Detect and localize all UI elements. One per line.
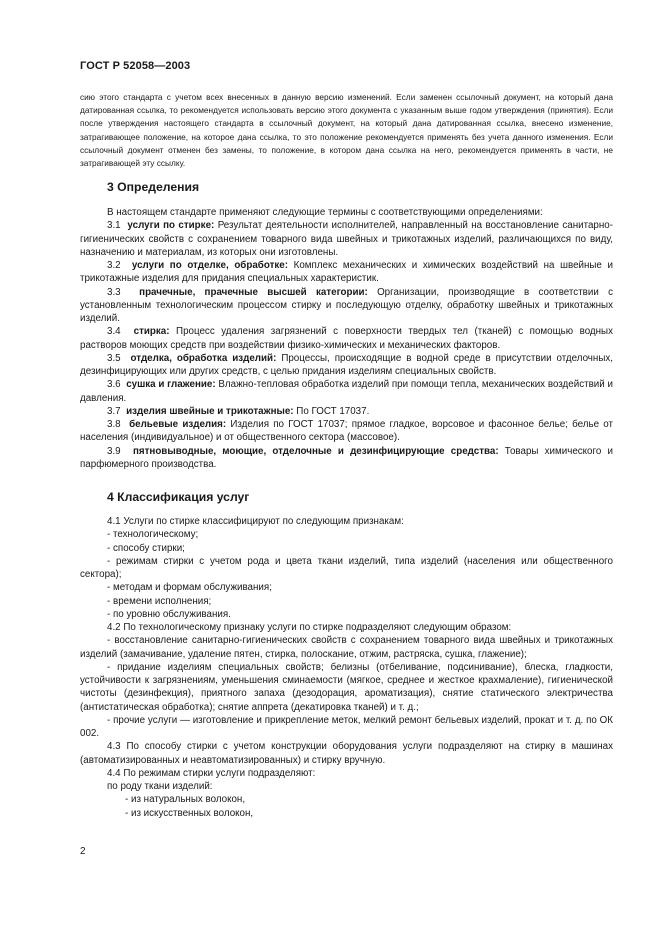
definition-3-2: 3.2 услуги по отделке, обработке: Комплекс механических и химических воздействий на швейные и трикотажные изделия для придания специальных характеристик.	[80, 260, 613, 285]
section-3-lead: В настоящем стандарте применяют следующие термины с соответствующими определениями:	[107, 207, 543, 218]
clause-4-2: 4.2 По технологическому признаку услуги по стирке подразделяют следующим образом:	[107, 622, 512, 633]
list-item: - времени исполнения;	[107, 595, 212, 607]
definition-3-9: 3.9 пятновыводные, моющие, отделочные и дезинфицирующие средства: Товары химического и парфюмерного производства.	[80, 445, 613, 470]
list-item: - из искусственных волокон,	[125, 807, 254, 819]
page-number: 2	[80, 846, 86, 857]
intro-text: сию этого стандарта с учетом всех внесенных в данную версию изменений. Если заменен ссылочный документ, на который дана датированная ссылка, то рекомендуется использовать версию этого документа с указанным выше годом утверждения (принятия). Если после утверждения настоящего стандарта в ссылочный документ, на который дана датированная ссылка, внесено изменение, затрагивающее положение, на которое дана ссылка, то это положение рекомендуется применять без учета данного изменения. Если ссылочный документ отменен без замены, то положение, в котором дана ссылка на него, рекомендуется применять в части, не затрагивающей эту ссылку.	[80, 92, 613, 169]
list-item: - прочие услуги — изготовление и прикрепление меток, мелкий ремонт бельевых изделий, прокат и т. д. по ОК 002.	[80, 714, 613, 739]
list-item: - из натуральных волокон,	[125, 794, 246, 806]
standard-header: ГОСТ Р 52058—2003	[80, 60, 191, 72]
definition-3-5: 3.5 отделка, обработка изделий: Процессы, происходящие в водной среде в присутствии отделочных, дезинфицирующих или других средств, с целью придания изделиям специальных свойств.	[80, 352, 613, 377]
clause-4-3: 4.3 По способу стирки с учетом конструкции оборудования услуги подразделяют на стирку в машинах (автоматизированных и неавтоматизированных) и стирку вручную.	[80, 741, 613, 766]
definition-3-7: 3.7 изделия швейные и трикотажные: По ГОСТ 17037.	[107, 405, 370, 417]
list-item: - технологическому;	[107, 529, 199, 541]
section-4-body	[80, 515, 613, 820]
list-item: - восстановление санитарно-гигиенических свойств с сохранением товарного вида швейных и трикотажных изделий (замачивание, удаление пятен, стирка, полоскание, отжим, растряска, сушка, глажение);	[80, 635, 613, 660]
list-item: - способу стирки;	[107, 542, 185, 554]
list-item: - методам и формам обслуживания;	[107, 582, 272, 594]
list-item: - придание изделиям специальных свойств; белизны (отбеливание, подсинивание), блеска, гладкости, устойчивости к загрязнениям, уменьшения сминаемости (мягкое, среднее и жесткое крахмаление), гигиенической чистоты (дезинфекция), приятного запаха (дезодорация, ароматизация), снятие статического электричества (антистатическая обработка); снятие аппрета (декатировка тканей) и т. д.;	[80, 661, 613, 713]
definition-3-6: 3.6 сушка и глажение: Влажно-тепловая обработка изделий при помощи тепла, механических воздействий и давления.	[80, 379, 613, 404]
definition-3-8: 3.8 бельевые изделия: Изделия по ГОСТ 17037; прямое гладкое, ворсовое и фасонное белье; белье от населения (индивидуальное) и от общественного сектора (массовое).	[80, 419, 613, 444]
clause-4-1: 4.1 Услуги по стирке классифицируют по следующим признакам:	[107, 516, 404, 527]
definition-3-3: 3.3 прачечные, прачечные высшей категории: Организации, производящие в соответствии с установленным технологическим процессом стирку и последующую отделку, обработку швейных и трикотажных изделий.	[80, 286, 613, 324]
list-item: - по уровню обслуживания.	[107, 608, 231, 620]
definition-3-1: 3.1 услуги по стирке: Результат деятельности исполнителей, направленный на восстановление санитарно-гигиенических свойств с сохранением товарного вида швейных и трикотажных изделий, различающихся по виду, назначению и материалам, из которых они изготовлены.	[80, 220, 613, 258]
section-3-body	[80, 206, 613, 471]
section-4-title: 4 Классификация услуг	[107, 490, 250, 504]
definition-3-4: 3.4 стирка: Процесс удаления загрязнений с поверхности твердых тел (тканей) с помощью водных растворов моющих средств при воздействии физико-химических и механических факторов.	[80, 326, 614, 351]
intro-paragraph	[80, 91, 613, 170]
clause-4-4: 4.4 По режимам стирки услуги подразделяют:	[107, 767, 316, 779]
section-3-title: 3 Определения	[107, 180, 200, 194]
list-item: - режимам стирки с учетом рода и цвета ткани изделий, типа изделий (населения или общественного сектора);	[80, 555, 613, 580]
sub-heading: по роду ткани изделий:	[107, 781, 213, 792]
